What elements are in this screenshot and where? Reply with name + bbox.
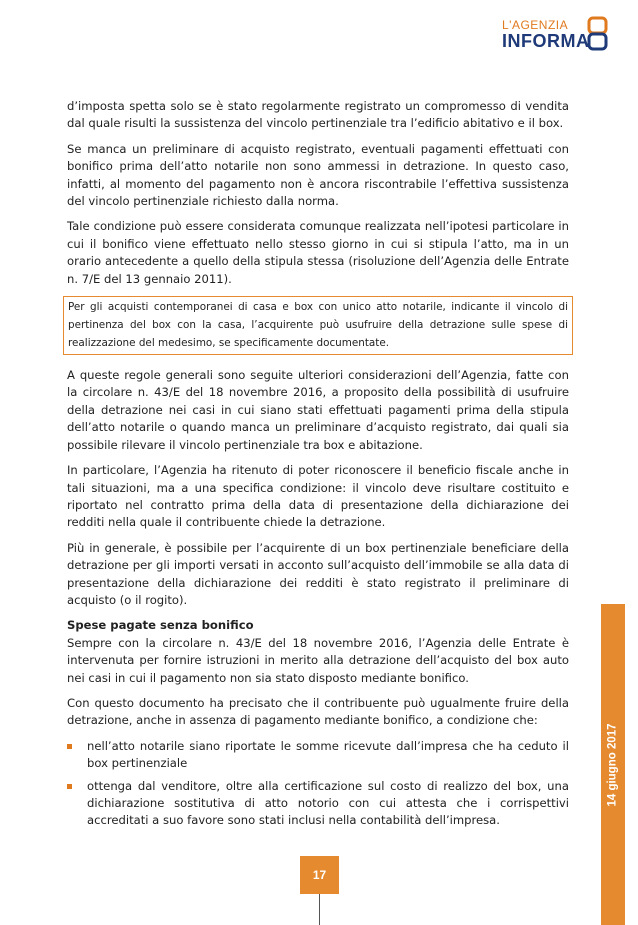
logo-mark-icon <box>586 16 610 52</box>
page-number-box <box>300 856 339 894</box>
page-number: 17 <box>312 868 327 882</box>
square-bullet-icon <box>67 784 72 789</box>
list-item <box>67 778 569 830</box>
paragraph: Tale condizione può essere considerata comunque realizzata nell’ipotesi particolare in cui il bonifico viene effettuato nello stesso giorno in cui si stipula l’atto, ma in un orario antecedente a quello della stipula stessa (risoluzione dell’Agenzia delle Entrate n. 7/E del 13 gennaio 2011). <box>67 219 569 286</box>
logo-line1: L'AGENZIA <box>502 18 569 32</box>
paragraph: In particolare, l’Agenzia ha ritenuto di poter riconoscere il beneficio fiscale anche in tali situazioni, ma a una specifica condizione: il vincolo deve risultare costituito e riportato nel contratto prima della data di presentazione della dichiarazione dei redditi nella quale il contribuente chiede la detrazione. <box>67 463 569 530</box>
agenzia-informa-logo <box>500 14 610 58</box>
paragraph: Con questo documento ha precisato che il contribuente può ugualmente fruire della detrazione, anche in assenza di pagamento mediante bonifico, a condizione che: <box>67 695 569 728</box>
list-item-text: nell’atto notarile siano riportate le somme ricevute dall’impresa che ha ceduto il box pertinenziale <box>87 738 569 771</box>
bullet-list <box>67 738 569 830</box>
paragraph: A queste regole generali sono seguite ulteriori considerazioni dell’Agenzia, fatte con la circolare n. 43/E del 18 novembre 2016, a proposito della possibilità di usufruire della detrazione nei casi in cui siano stati effettuati pagamenti prima della stipula dell’atto notarile o quando manca un preliminare d’acquisto registrato, dai quali sia possibile rilevare il vincolo pertinenziale tra box e abitazione. <box>67 368 569 452</box>
document-body <box>67 98 569 835</box>
date-side-bar <box>601 604 625 925</box>
square-bullet-icon <box>67 744 72 749</box>
paragraph: Più in generale, è possibile per l’acquirente di un box pertinenziale beneficiare della detrazione per gli importi versati in acconto sull’acquisto dell’immobile se alla data di presentazione della dichiarazione dei redditi è stato registrato il preliminare di acquisto (o il rogito). <box>67 540 569 607</box>
list-item <box>67 738 569 773</box>
page-divider-line <box>319 894 320 925</box>
logo-line2: INFORMA <box>502 31 590 51</box>
paragraph: Se manca un preliminare di acquisto registrato, eventuali pagamenti effettuati con bonifico prima dell’atto notarile non sono ammessi in detrazione. In questo caso, infatti, al momento del pagamento non è ancora riscontrabile l’effettiva sussistenza del vincolo pertinenziale richiesto dalla norma. <box>67 141 569 209</box>
section-heading: Spese pagate senza bonifico <box>67 618 254 633</box>
paragraph: d’imposta spetta solo se è stato regolarmente registrato un compromesso di vendita dal quale risulti la sussistenza del vincolo pertinenziale tra l’edificio abitativo e il box. <box>67 99 569 131</box>
highlight-box: Per gli acquisti contemporanei di casa e box con unico atto notarile, indicante il vincolo di pertinenza del box con la casa, l’acquirente può usufruire della detrazione sulle spese di realizzazione del medesimo, se specificamente documentate. <box>63 296 573 355</box>
list-item-text: ottenga dal venditore, oltre alla certificazione sul costo di realizzo del box, una dichiarazione sostitutiva di atto notorio con cui attesta che i corrispettivi accreditati a suo favore sono stati inclusi nella contabilità dell’impresa. <box>87 778 569 828</box>
side-date: 14 giugno 2017 <box>607 722 619 807</box>
paragraph: Sempre con la circolare n. 43/E del 18 novembre 2016, l’Agenzia delle Entrate è intervenuta per fornire istruzioni in merito alla detrazione dell’acquisto del box auto nei casi in cui il pagamento non sia stato disposto mediante bonifico. <box>67 635 569 685</box>
